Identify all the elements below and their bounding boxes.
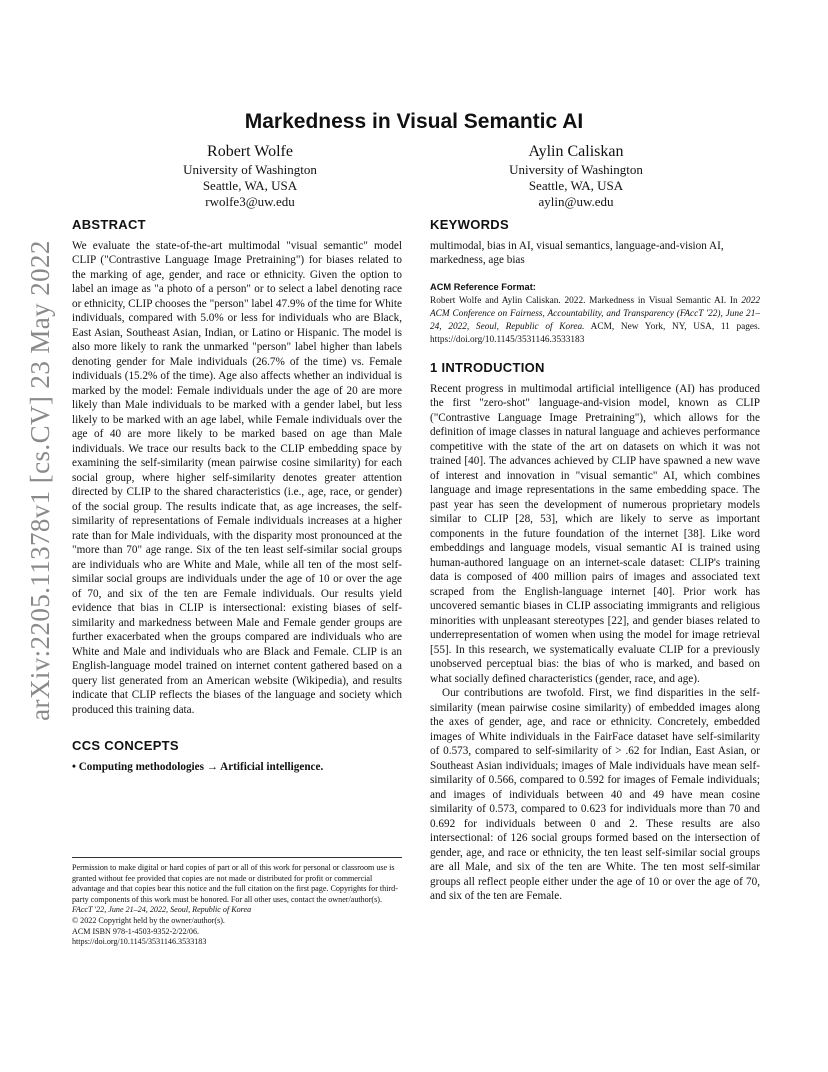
keywords-text: multimodal, bias in AI, visual semantics, language-and-vision AI, markedness, age bias (430, 239, 724, 266)
author-block-1 (130, 142, 370, 210)
left-column (72, 218, 402, 774)
ccs-heading: CCS CONCEPTS (72, 738, 179, 753)
author-email[interactable]: rwolfe3@uw.edu (205, 194, 295, 209)
ccs-concepts: • Computing methodologies → Artificial intelligence. (72, 760, 324, 773)
abstract-text: We evaluate the state-of-the-art multimodal "visual semantic" model CLIP ("Contrastive Language Image Pretraining") for biases related to the marking of age, gender, and race or ethnicity. Given the option to label an image as "a photo of a person" or to select a label denoting race or ethnicity, CLIP chooses the "person" label 47.9% of the time for White individuals, compared with 5.0% or less for individuals who are Black, East Asian, Southeast Asian, Indian, or Latino or Hispanic. The model is also more likely to rank the unmarked "person" label higher than labels denoting gender for Male individuals (26.7% of the time) vs. Female individuals (15.2% of the time). Age also affects whether an individual is marked by the model: Female individuals under the age of 20 are more likely than Male individuals to be marked with a gender label, but less likely to be marked with an age label, while Female individuals over the age of 40 are more likely to be marked based on age than Male individuals. We trace our results back to the CLIP embedding space by examining the self-similarity (mean pairwise cosine similarity) for each social group, where higher self-similarity denotes greater attention directed by CLIP to the shared characteristics (i.e., age, race, or gender) of the social group. The results indicate that, as age increases, the self-similarity of representations of Female individuals increases at a higher rate than for Male individuals, with the disparity most pronounced at the "more than 70" age range. Six of the ten least self-similar social groups are individuals who are White and Male, while all ten of the most self-similar social groups are individuals under the age of 10 or over the age of 70, and six of the ten are Female individuals. Our results yield evidence that bias in CLIP is intersectional: existing biases of self-similarity and markedness between Male and Female gender groups are further exacerbated when the groups compared are individuals who are White and Male and individuals who are Black and Female. CLIP is an English-language model trained on internet content gathered based on a query list generated from an American website (Wikipedia), and results indicate that CLIP reflects the biases of the language and society which produced this training data. (72, 239, 402, 716)
author-affiliation: University of Washington (509, 162, 643, 177)
author-affiliation: University of Washington (183, 162, 317, 177)
author-location: Seattle, WA, USA (202, 178, 298, 193)
reference-authors: Robert Wolfe and Aylin Caliskan. 2022. Markedness in Visual Semantic AI. In (430, 296, 742, 306)
intro-paragraph-2: Our contributions are twofold. First, we find disparities in the self-similarity (mean pairwise cosine similarity) of embedded images along the axes of gender, age, and race or ethnicity. Concretely, embedded images of White individuals in the FairFace dataset have self-similarity of 0.573, compared to self-similarity of > .62 for Indian, East Asian, or Southeast Asian individuals; images of Male individuals have mean self-similarity of 0.566, compared to 0.592 for images of Female individuals; and images of individuals between 40 and 49 have mean cosine similarity of 0.573, compared to 0.623 for individuals more than 70 and 0.692 for individuals between 0 and 2. These results are also intersectional: of 126 social groups formed based on the intersection of gender, age, and race or ethnicity, the ten least self-similar social groups are all Male, and six of the ten are White. The ten most self-similar groups all reflect people either under the age of 10 or over the age of 70, and six of the ten are Female. (430, 687, 760, 902)
introduction-heading: 1 INTRODUCTION (430, 360, 545, 375)
intro-paragraph-1: Recent progress in multimodal artificial intelligence (AI) has produced the first "zero-shot" language-and-vision model, known as CLIP ("Contrastive Language Image Pretraining"), which allows for the definition of image classes in natural language and achieves performance competitive with the state of the art on datasets on which it was not trained [40]. The advances achieved by CLIP have spawned a new wave of interest and innovation in "visual semantic" AI, which combines language and image representations in the same embedding space. The past year has seen the development of numerous proprietary models similar to CLIP [28, 53], which are likely to serve as important components in the future foundation of the internet [38]. Like word embeddings and language models, visual semantic AI is trained using human-authored language on an internet-scale dataset: CLIP's training data is composed of 400 million pairs of images and associated text scraped from the English-language internet [40]. Prior work has uncovered semantic biases in CLIP associating immigrants and religious minorities with unpleasant stereotypes [22], and gender biases related to underrepresentation of women when using the model for image retrieval [55]. In this research, we systematically evaluate CLIP for a previously unobserved perceptual bias: the bias of who is marked, and based on what socially defined characteristics (gender, race, and age). (430, 382, 760, 685)
author-location: Seattle, WA, USA (528, 178, 624, 193)
reference-format-text (430, 295, 760, 347)
copyright-line: © 2022 Copyright held by the owner/author(s). (72, 915, 225, 925)
arxiv-id: arXiv:2205.11378v1 [cs.CV] 23 May 2022 (24, 239, 55, 721)
reference-format-heading: ACM Reference Format: (430, 281, 536, 292)
venue-line: FAccT '22, June 21–24, 2022, Seoul, Republic of Korea (72, 905, 252, 915)
author-block-2 (456, 142, 696, 210)
author-name: Aylin Caliskan (528, 143, 624, 160)
isbn-line: ACM ISBN 978-1-4503-9352-2/22/06. (72, 926, 200, 936)
arxiv-watermark (22, 239, 58, 721)
author-name: Robert Wolfe (207, 143, 293, 160)
permission-notice: Permission to make digital or hard copies of part or all of this work for personal or classroom use is granted without fee provided that copies are not made or distributed for profit or commercial advantage and that copies bear this notice and the full citation on the first page. Copyrights for third-party components of this work must be honored. For all other uses, contact the owner/author(s). (72, 863, 398, 904)
reference-venue: 2022 ACM Conference on Fairness, Accountability, and Transparency (FAccT '22), June 21–24, 2022, Seoul, Republic of Korea. (430, 296, 760, 332)
right-column (430, 218, 760, 904)
doi-link[interactable]: https://doi.org/10.1145/3531146.3533183 (72, 937, 207, 947)
keywords-heading: KEYWORDS (430, 217, 509, 232)
reference-tail: ACM, New York, NY, USA, 11 pages. https://doi.org/10.1145/3531146.3533183 (430, 322, 760, 345)
abstract-heading: ABSTRACT (72, 217, 146, 232)
author-email[interactable]: aylin@uw.edu (538, 194, 614, 209)
copyright-footnote (72, 857, 402, 948)
paper-title: Markedness in Visual Semantic AI (244, 110, 584, 133)
